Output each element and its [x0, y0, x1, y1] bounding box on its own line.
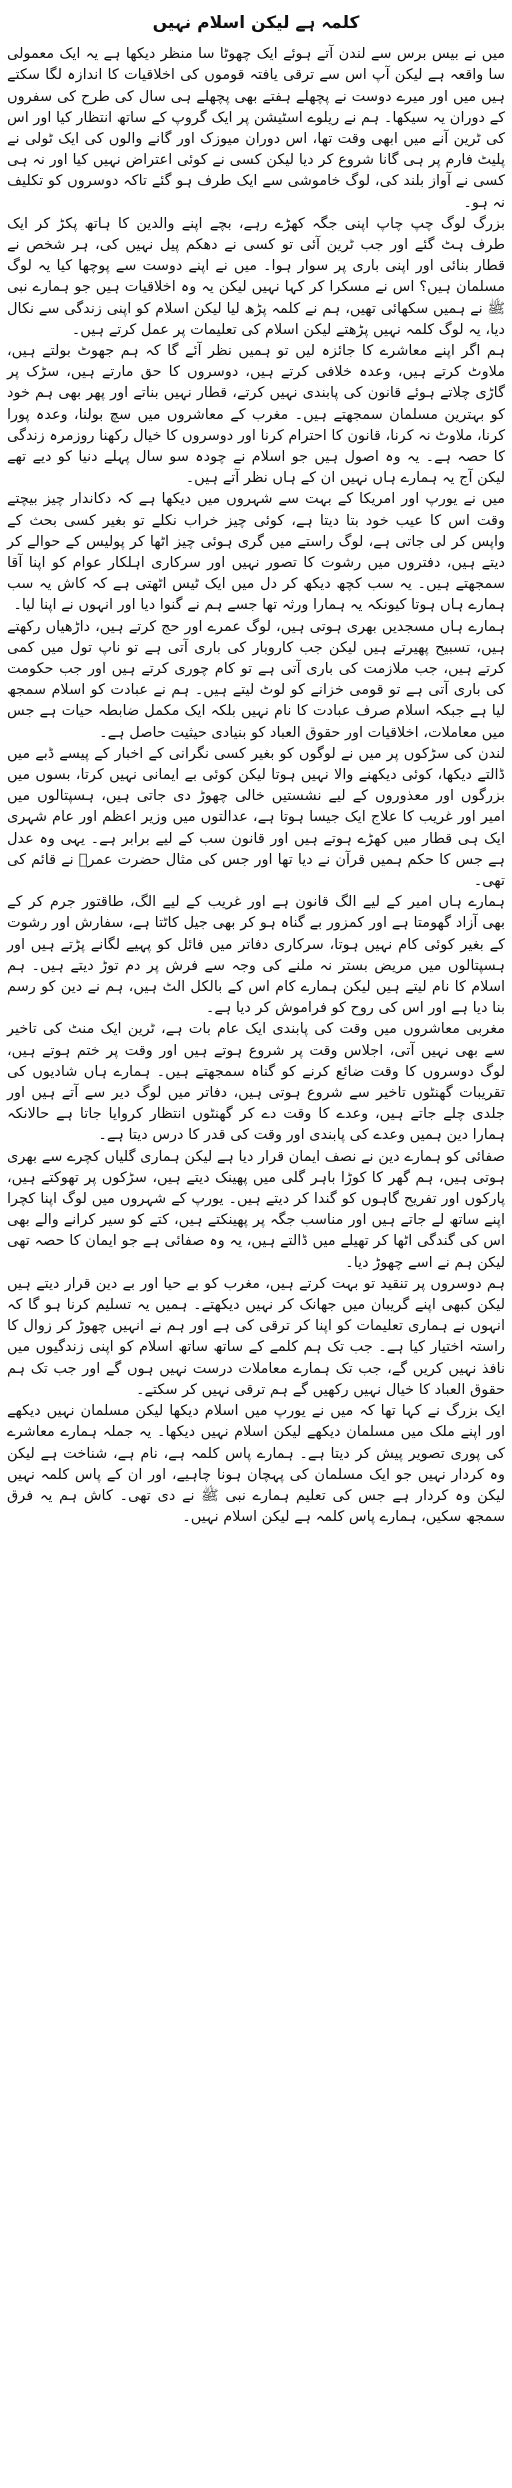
article-body: [7, 44, 505, 1528]
article-paragraph: میں نے بیس برس سے لندن آتے ہوئے ایک چھوٹا سا منظر دیکھا ہے یہ ایک معمولی سا واقعہ ہے لیکن آپ اس سے ترقی یافتہ قوموں کی اخلاقیات کا اندازہ لگا سکتے ہیں میں اور میرے دوست نے پچھلے ہفتے بھی پچھلے ہی سال کی طرح کی سفروں کے دوران یہ سیکھا۔ ہم نے ریلوے اسٹیشن پر ایک گروپ کے ساتھ انتظار کیا اور اس کی ٹرین آنے میں ابھی وقت تھا، اس دوران میوزک اور گانے والوں کی ایک ٹولی نے پلیٹ فارم پر ہی گانا شروع کر دیا لیکن کسی نے کوئی اعتراض نہیں کیا اور نہ ہی کسی نے آواز بلند کی، لوگ خاموشی سے ایک طرف ہو گئے تاکہ دوسروں کو تکلیف نہ ہو۔: [7, 46, 505, 211]
article-paragraph: ہم دوسروں پر تنقید تو بہت کرتے ہیں، مغرب کو بے حیا اور بے دین قرار دیتے ہیں لیکن کبھی اپنے گریبان میں جھانک کر نہیں دیکھتے۔ ہمیں یہ تسلیم کرنا ہو گا کہ انہوں نے ہماری تعلیمات کو اپنا کر ترقی کی ہے اور ہم نے انہیں چھوڑ کر زوال کا راستہ اختیار کیا ہے۔ جب تک ہم کلمے کے ساتھ ساتھ اسلام کو اپنی زندگیوں میں نافذ نہیں کریں گے، جب تک ہمارے معاملات درست نہیں ہوں گے اور جب تک ہم حقوق العباد کا خیال نہیں رکھیں گے ہم ترقی نہیں کر سکتے۔: [7, 1275, 505, 1398]
article-paragraph: ہم اگر اپنے معاشرے کا جائزہ لیں تو ہمیں نظر آئے گا کہ ہم جھوٹ بولتے ہیں، ملاوٹ کرتے ہیں، وعدہ خلافی کرتے ہیں، دوسروں کا حق مارتے ہیں، سڑک پر گاڑی چلاتے ہوئے قانون کی پابندی نہیں کرتے، قطار نہیں بناتے اور پھر بھی ہم خود کو بہترین مسلمان سمجھتے ہیں۔ مغرب کے معاشروں میں سچ بولنا، وعدہ پورا کرنا، ملاوٹ نہ کرنا، قانون کا احترام کرنا اور دوسروں کا خیال رکھنا روزمرہ زندگی کا حصہ ہے۔ یہ وہ اصول ہیں جو اسلام نے چودہ سو سال پہلے دنیا کو دیے تھے لیکن آج یہ ہمارے ہاں نہیں ان کے ہاں نظر آتے ہیں۔: [7, 342, 505, 487]
article-paragraph: بزرگ لوگ چپ چاپ اپنی جگہ کھڑے رہے، بچے اپنے والدین کا ہاتھ پکڑ کر ایک طرف ہٹ گئے اور جب ٹرین آئی تو کسی نے دھکم پیل نہیں کی، ہر شخص نے قطار بنائی اور اپنی باری پر سوار ہوا۔ میں نے اپنے دوست سے پوچھا کیا یہ لوگ مسلمان ہیں؟ اس نے مسکرا کر کہا نہیں لیکن یہ وہ اخلاقیات ہیں جو ہمارے نبی ﷺ نے ہمیں سکھائی تھیں، ہم نے کلمہ پڑھ لیا لیکن اسلام کو اپنی زندگی سے نکال دیا، یہ لوگ کلمہ نہیں پڑھتے لیکن اسلام کی تعلیمات پر عمل کرتے ہیں۔: [7, 215, 505, 338]
article-paragraph: مغربی معاشروں میں وقت کی پابندی ایک عام بات ہے، ٹرین ایک منٹ کی تاخیر سے بھی نہیں آتی، اجلاس وقت پر شروع ہوتے ہیں اور وقت پر ختم ہوتے ہیں، لوگ دوسروں کا وقت ضائع کرنے کو گناہ سمجھتے ہیں۔ ہمارے ہاں شادیوں کی تقریبات گھنٹوں تاخیر سے شروع ہوتی ہیں، دفاتر میں لوگ دیر سے آتے ہیں اور جلدی چلے جاتے ہیں، وعدے کا وقت دے کر گھنٹوں انتظار کروایا جاتا ہے حالانکہ ہمارا دین ہمیں وعدے کی پابندی اور وقت کی قدر کا درس دیتا ہے۔: [7, 1021, 505, 1144]
article-paragraph: صفائی کو ہمارے دین نے نصف ایمان قرار دیا ہے لیکن ہماری گلیاں کچرے سے بھری ہوتی ہیں، ہم گھر کا کوڑا باہر گلی میں پھینک دیتے ہیں، سڑکوں پر تھوکتے ہیں، پارکوں اور تفریح گاہوں کو گندا کر دیتے ہیں۔ یورپ کے شہروں میں لوگ اپنا کچرا اپنے ساتھ لے جاتے ہیں اور مناسب جگہ پر پھینکتے ہیں، کتے کو سیر کرانے والے بھی اس کی گندگی اٹھا کر تھیلے میں ڈالتے ہیں، یہ وہ صفائی ہے جو ایمان کا حصہ تھی لیکن ہم نے اسے چھوڑ دیا۔: [7, 1148, 505, 1271]
article-paragraph: ہمارے ہاں مسجدیں بھری ہوتی ہیں، لوگ عمرے اور حج کرتے ہیں، داڑھیاں رکھتے ہیں، تسبیح پھیرتے ہیں لیکن جب کاروبار کی باری آتی ہے تو ناپ تول میں کمی کرتے ہیں، جب ملازمت کی باری آتی ہے تو کام چوری کرتے ہیں اور جب حکومت کی باری آتی ہے تو قومی خزانے کو لوٹ لیتے ہیں۔ ہم نے عبادت کو اسلام سمجھ لیا ہے جبکہ اسلام صرف عبادت کا نام نہیں بلکہ ایک مکمل ضابطہ حیات ہے جس میں معاملات، اخلاقیات اور حقوق العباد کو بنیادی حیثیت حاصل ہے۔: [7, 618, 505, 741]
article-paragraph: میں نے یورپ اور امریکا کے بہت سے شہروں میں دیکھا ہے کہ دکاندار چیز بیچتے وقت اس کا عیب خود بتا دیتا ہے، کوئی چیز خراب نکلے تو بغیر کسی بحث کے واپس کر لی جاتی ہے، لوگ راستے میں گری ہوئی چیز اٹھا کر پولیس کے حوالے کر دیتے ہیں، دفتروں میں رشوت کا تصور نہیں اور سرکاری اہلکار عوام کو اپنا آقا سمجھتے ہیں۔ یہ سب کچھ دیکھ کر دل میں ایک ٹیس اٹھتی ہے کہ کاش یہ سب ہمارے ہاں ہوتا کیونکہ یہ ہمارا ورثہ تھا جسے ہم نے گنوا دیا اور انہوں نے اپنا لیا۔: [7, 491, 505, 614]
article-paragraph: لندن کی سڑکوں پر میں نے لوگوں کو بغیر کسی نگرانی کے اخبار کے پیسے ڈبے میں ڈالتے دیکھا، کوئی دیکھنے والا نہیں ہوتا لیکن کوئی بے ایمانی نہیں کرتا، بسوں میں بزرگوں اور معذوروں کے لیے نشستیں خالی چھوڑ دی جاتی ہیں، ہسپتالوں میں امیر اور غریب کا علاج ایک جیسا ہوتا ہے، عدالتوں میں وزیر اعظم اور عام شہری ایک ہی قطار میں کھڑے ہوتے ہیں اور قانون سب کے لیے برابر ہے۔ یہی وہ عدل ہے جس کا حکم ہمیں قرآن نے دیا تھا اور جس کی مثال حضرت عمرؓ نے قائم کی تھی۔: [7, 745, 505, 890]
column-headline: کلمہ ہے لیکن اسلام نہیں: [152, 13, 360, 33]
article-paragraph: ہمارے ہاں امیر کے لیے الگ قانون ہے اور غریب کے لیے الگ، طاقتور جرم کر کے بھی آزاد گھومتا ہے اور کمزور بے گناہ ہو کر بھی جیل کاٹتا ہے، سفارش اور رشوت کے بغیر کوئی کام نہیں ہوتا، سرکاری دفاتر میں فائل کو پہیے لگانے پڑتے ہیں اور ہسپتالوں میں مریض بستر نہ ملنے کی وجہ سے فرش پر دم توڑ دیتے ہیں۔ ہم اسلام کا نام لیتے ہیں لیکن ہمارے کام اس کے بالکل الٹ ہیں، ہم نے دین کو رسم بنا دیا ہے اور اس کی روح کو فراموش کر دیا ہے۔: [7, 894, 505, 1017]
article-paragraph: ایک بزرگ نے کہا تھا کہ میں نے یورپ میں اسلام دیکھا لیکن مسلمان نہیں دیکھے اور اپنے ملک میں مسلمان دیکھے لیکن اسلام نہیں دیکھا۔ یہ جملہ ہمارے معاشرے کی پوری تصویر پیش کر دیتا ہے۔ ہمارے پاس کلمہ ہے، نام ہے، شناخت ہے لیکن وہ کردار نہیں جو ایک مسلمان کی پہچان ہونا چاہیے، اور ان کے پاس کلمہ نہیں لیکن وہ کردار ہے جس کی تعلیم ہمارے نبی ﷺ نے دی تھی۔ کاش ہم یہ فرق سمجھ سکیں، ہمارے پاس کلمہ ہے لیکن اسلام نہیں۔: [7, 1403, 505, 1526]
